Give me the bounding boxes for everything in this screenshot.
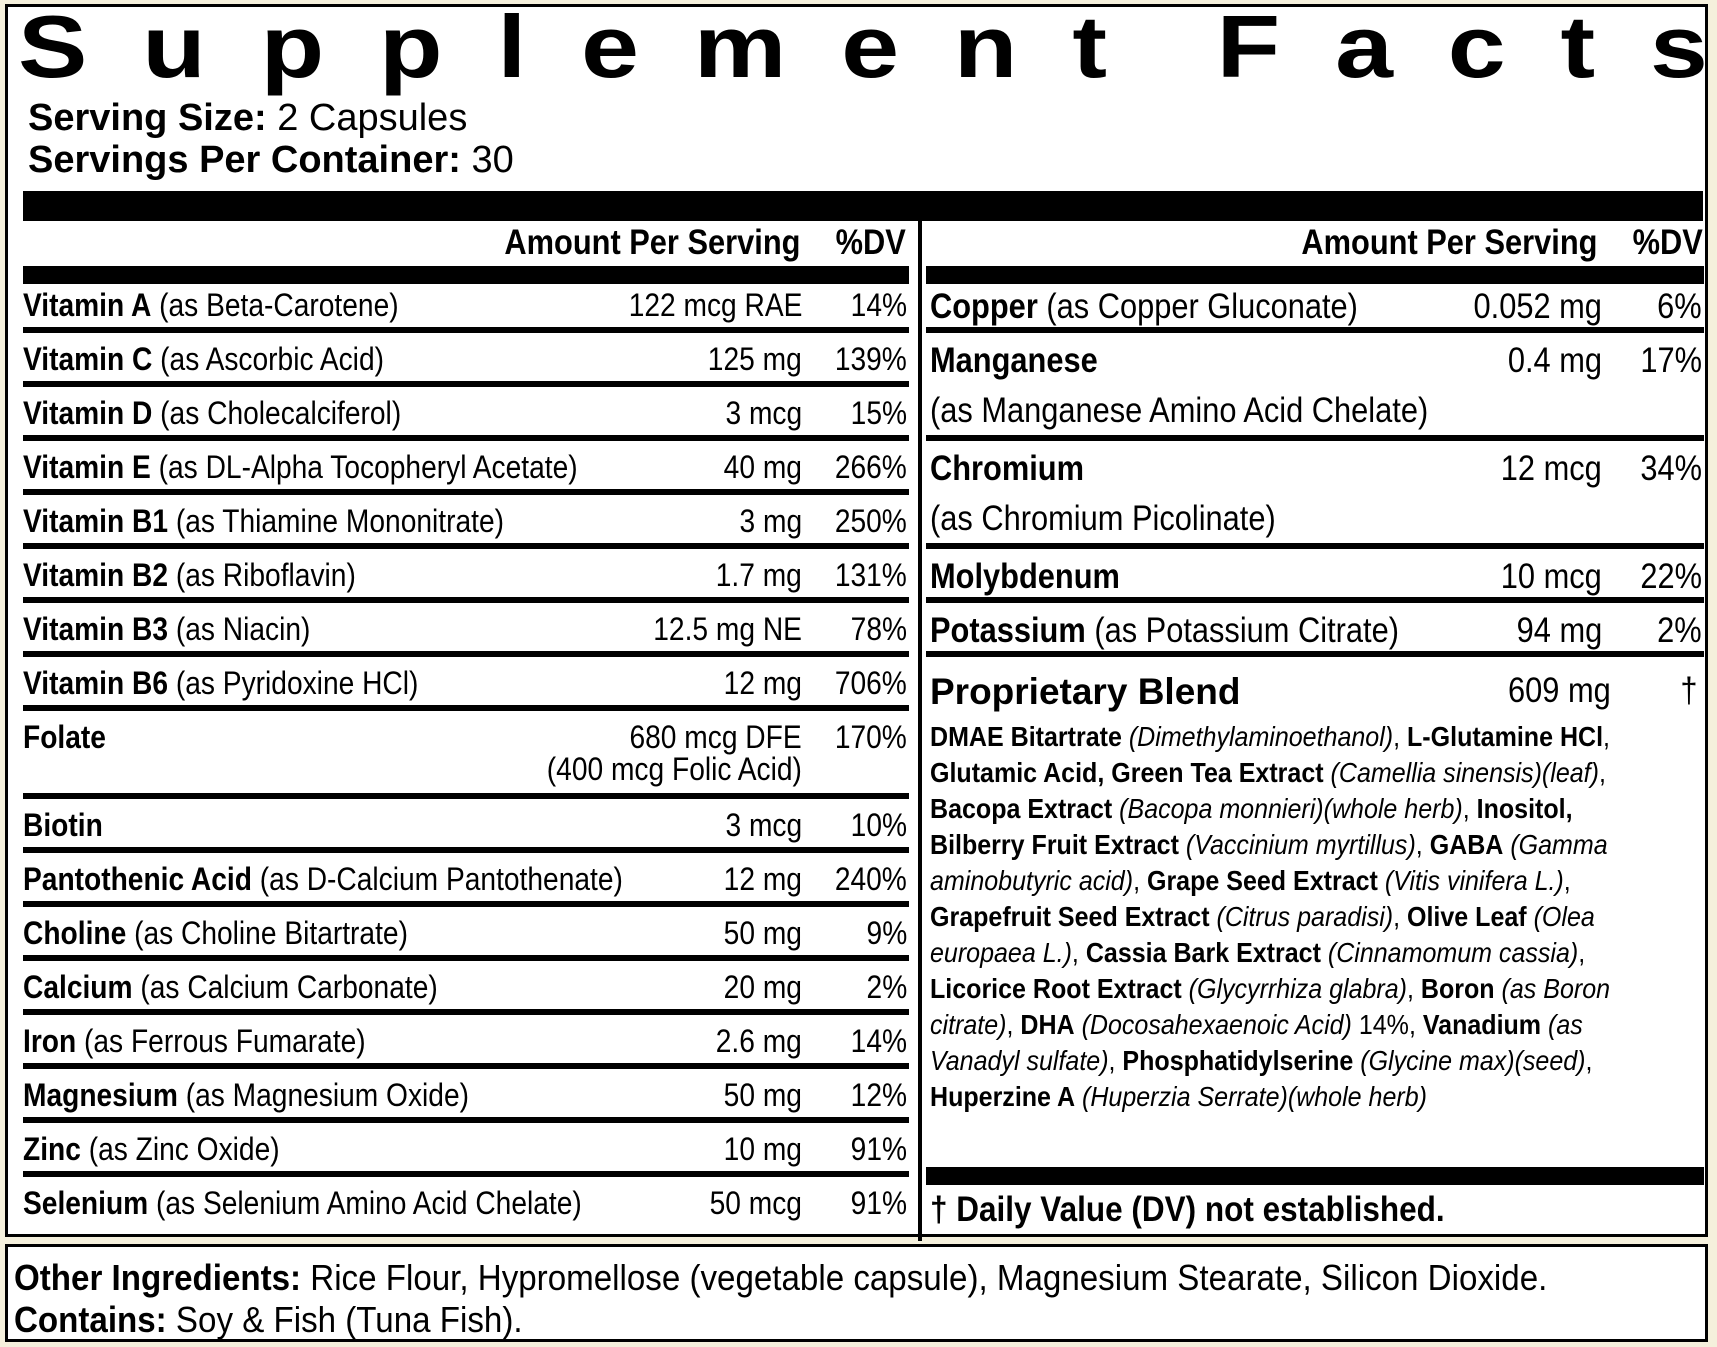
nutrient-dv: 9%: [866, 915, 907, 951]
blend-ingredient-source: (Glycine max)(seed): [1360, 1045, 1586, 1076]
blend-ingredient-name: Bacopa Extract: [930, 793, 1113, 824]
blend-title: Proprietary Blend: [930, 671, 1241, 712]
nutrient-amount: 12 mg: [723, 665, 802, 701]
nutrient-row: [23, 333, 909, 387]
blend-ingredient-name: Grape Seed Extract: [1146, 865, 1378, 896]
nutrient-row: [23, 495, 909, 549]
nutrient-label: Vitamin B2: [23, 557, 169, 593]
nutrient-row: [23, 279, 909, 333]
nutrient-amount: 40 mg: [723, 449, 802, 485]
nutrient-name: [930, 449, 1084, 489]
nutrient-form: (as Ascorbic Acid): [152, 341, 384, 377]
contains: Contains: Soy & Fish (Tuna Fish).: [14, 1299, 523, 1340]
nutrient-amount: 12 mcg: [1500, 449, 1602, 488]
other-ingredients-panel: [5, 1244, 1708, 1342]
nutrient-dv: 240%: [834, 861, 907, 897]
blend-ingredient-source: (Bacopa monnieri)(whole herb): [1119, 793, 1463, 824]
nutrient-name: [23, 557, 356, 594]
nutrient-form: (as Zinc Oxide): [80, 1131, 280, 1167]
title-letter: s: [1649, 0, 1708, 97]
title-letter: p: [260, 0, 325, 97]
nutrient-amount: 3 mcg: [725, 395, 802, 431]
left-header-amount: Amount Per Serving: [503, 223, 800, 262]
blend-separator: ,: [1406, 973, 1421, 1004]
nutrient-label: Zinc: [23, 1131, 81, 1167]
nutrient-name: [23, 341, 384, 378]
nutrient-row: [23, 441, 909, 495]
nutrient-form: (as Riboflavin): [168, 557, 356, 593]
nutrient-name: [23, 503, 504, 540]
nutrient-dv: 22%: [1640, 557, 1702, 596]
nutrient-name: [930, 287, 1358, 327]
blend-ingredient-source: (Glycyrrhiza glabra): [1188, 973, 1407, 1004]
nutrient-row: [926, 279, 1704, 333]
nutrient-row: [926, 603, 1704, 657]
nutrient-form: (as Beta-Carotene): [151, 287, 399, 323]
blend-ingredient-name: Olive Leaf: [1407, 901, 1527, 932]
blend-ingredient-source: (as Boron citrate): [930, 973, 1611, 1040]
blend-ingredient-source: (Docosahexaenoic Acid): [1081, 1009, 1352, 1040]
blend-ingredient-source: (Vitis vinifera L.): [1384, 865, 1564, 896]
blend-separator: ,: [1108, 1045, 1123, 1076]
nutrient-dv: 170%: [834, 719, 907, 755]
title-letter: u: [142, 0, 206, 97]
nutrient-amount: 0.4 mg: [1507, 341, 1602, 380]
nutrient-form: (as Cholecalciferol): [152, 395, 402, 431]
nutrient-form: (as Thiamine Mononitrate): [168, 503, 505, 539]
blend-separator: ,: [1598, 757, 1606, 788]
blend-dv: †: [1679, 671, 1697, 710]
blend-ingredient-name: Cassia Bark Extract: [1085, 937, 1321, 968]
nutrient-dv: 78%: [850, 611, 907, 647]
nutrient-form: (as Niacin): [168, 611, 311, 647]
nutrient-name: [23, 665, 418, 702]
blend-ingredient-name: Vanadium: [1422, 1009, 1542, 1040]
nutrient-amount: 10 mcg: [1500, 557, 1602, 596]
blend-ingredient-source: (Huperzia Serrate)(whole herb): [1082, 1081, 1427, 1112]
nutrient-label: Vitamin D: [23, 395, 153, 431]
nutrient-row: [926, 441, 1704, 549]
blend-ingredient-source: (Gamma aminobutyric acid): [930, 829, 1608, 896]
nutrient-amount: 12.5 mg NE: [653, 611, 802, 647]
nutrient-label: Manganese: [930, 341, 1098, 380]
blend-ingredient-source: (as Vanadyl sulfate): [930, 1009, 1583, 1076]
nutrient-label: Chromium: [930, 449, 1084, 488]
blend-separator: ,: [1071, 937, 1086, 968]
nutrient-name: [23, 611, 310, 648]
nutrient-row: [23, 799, 909, 853]
nutrient-amount: 20 mg: [723, 969, 802, 1005]
nutrient-name: [23, 1131, 280, 1168]
nutrient-form: (as Selenium Amino Acid Chelate): [148, 1185, 582, 1221]
blend-ingredient-source: (Olea europaea L.): [930, 901, 1595, 968]
blend-separator: ,: [1133, 865, 1147, 896]
title-letter: n: [953, 0, 1018, 97]
title-letter: e: [841, 0, 900, 97]
blend-separator: ,: [1393, 901, 1408, 932]
title-letter: m: [693, 0, 787, 97]
nutrient-amount: 50 mg: [723, 1077, 802, 1113]
nutrient-dv: 10%: [850, 807, 907, 843]
blend-separator: ,: [1393, 721, 1408, 752]
nutrient-row: [23, 1069, 909, 1123]
nutrient-amount: 94 mg: [1516, 611, 1602, 650]
nutrient-dv: 12%: [850, 1077, 907, 1113]
nutrient-dv: 250%: [834, 503, 907, 539]
serving-size: Serving Size: 2 Capsules: [28, 97, 468, 139]
nutrient-amount: 0.052 mg: [1473, 287, 1602, 326]
nutrient-dv: 6%: [1657, 287, 1702, 326]
title-letter: a: [1335, 0, 1393, 97]
blend-ingredient-name: Licorice Root Extract: [930, 973, 1182, 1004]
nutrient-name: [23, 449, 578, 486]
blend-ingredient-name: Boron: [1420, 973, 1495, 1004]
nutrient-row: [23, 657, 909, 711]
nutrient-dv: 14%: [850, 1023, 907, 1059]
nutrient-label: Vitamin A: [23, 287, 152, 323]
blend-ingredient-source: (Citrus paradisi): [1216, 901, 1394, 932]
blend-ingredient-name: Phosphatidylserine: [1122, 1045, 1354, 1076]
nutrient-dv: 139%: [834, 341, 907, 377]
nutrient-amount: 125 mg: [708, 341, 802, 377]
nutrient-name: [930, 341, 1098, 381]
nutrient-label: Vitamin B1: [23, 503, 169, 539]
nutrient-form: (as Potassium Citrate): [1085, 611, 1399, 650]
nutrient-label: Calcium: [23, 969, 133, 1005]
nutrient-dv: 91%: [850, 1131, 907, 1167]
nutrient-amount-detail: (400 mcg Folic Acid): [546, 751, 802, 787]
nutrient-name: [930, 611, 1399, 651]
right-header-dv: %DV: [1632, 223, 1703, 262]
title-letter: p: [379, 0, 443, 97]
blend-ingredient-name: GABA: [1429, 829, 1504, 860]
nutrient-row: [23, 961, 909, 1015]
nutrient-form: (as Ferrous Fumarate): [76, 1023, 366, 1059]
nutrient-row: [23, 603, 909, 657]
nutrient-amount: 3 mg: [739, 503, 802, 539]
nutrient-dv: 17%: [1640, 341, 1702, 380]
panel-title: [18, 0, 1708, 99]
top-thick-bar: [23, 191, 1703, 221]
blend-ingredient-name: DMAE Bitartrate: [930, 721, 1122, 752]
nutrient-row: [23, 1177, 909, 1231]
blend-ingredient-source: (Vaccinium myrtillus): [1185, 829, 1416, 860]
blend-ingredient-source: (Dimethylaminoethanol): [1128, 721, 1394, 752]
nutrient-row: [23, 711, 909, 799]
nutrient-amount: 2.6 mg: [715, 1023, 802, 1059]
nutrient-name: [23, 287, 399, 324]
nutrient-label: Choline: [23, 915, 127, 951]
nutrient-label: Vitamin B3: [23, 611, 169, 647]
nutrient-label: Biotin: [23, 807, 103, 843]
title-letter: t: [1072, 0, 1107, 97]
nutrient-amount: 12 mg: [723, 861, 802, 897]
blend-ingredient-name: DHA: [1020, 1009, 1075, 1040]
nutrient-form: (as Choline Bitartrate): [126, 915, 408, 951]
nutrient-row: [23, 853, 909, 907]
dv-note: † Daily Value (DV) not established.: [930, 1190, 1445, 1229]
nutrient-dv: 91%: [850, 1185, 907, 1221]
nutrient-label: Vitamin C: [23, 341, 153, 377]
right-header-amount: Amount Per Serving: [1300, 223, 1597, 262]
nutrient-label: Magnesium: [23, 1077, 178, 1113]
nutrient-form: (as Calcium Carbonate): [132, 969, 438, 1005]
nutrient-amount: 50 mcg: [709, 1185, 802, 1221]
nutrient-dv: 34%: [1640, 449, 1702, 488]
blend-separator: ,: [1415, 829, 1430, 860]
blend-separator: ,: [1563, 865, 1571, 896]
blend-ingredient-name: Grapefruit Seed Extract: [930, 901, 1210, 932]
nutrient-label: Vitamin B6: [23, 665, 169, 701]
blend-ingredient-source: (Cinnamomum cassia): [1327, 937, 1579, 968]
title-letter: c: [1447, 0, 1506, 97]
nutrient-name: [23, 915, 408, 952]
nutrient-name: [930, 557, 1120, 597]
nutrient-dv: 14%: [850, 287, 907, 323]
nutrient-row: [23, 549, 909, 603]
title-letter: l: [497, 0, 527, 97]
nutrient-name: [23, 807, 103, 844]
nutrient-label: Iron: [23, 1023, 77, 1059]
nutrient-label: Vitamin E: [23, 449, 151, 485]
nutrient-row: [23, 387, 909, 441]
title-letter: S: [18, 0, 88, 97]
blend-ingredients: [930, 719, 1613, 1115]
blend-separator: 14%,: [1351, 1009, 1423, 1040]
nutrient-form: (as Chromium Picolinate): [930, 499, 1276, 538]
nutrient-name: [23, 1023, 366, 1060]
nutrient-dv: 2%: [1657, 611, 1702, 650]
note-bar: [926, 1167, 1704, 1185]
title-letter: t: [1560, 0, 1596, 97]
nutrient-label: Pantothenic Acid: [23, 861, 252, 897]
nutrient-dv: 15%: [850, 395, 907, 431]
blend-ingredient-name: Inositol,: [1476, 793, 1573, 824]
blend-ingredient-name: Bilberry Fruit Extract: [930, 829, 1179, 860]
nutrient-label: Molybdenum: [930, 557, 1120, 596]
nutrient-name: [23, 861, 623, 898]
nutrient-form: (as Manganese Amino Acid Chelate): [930, 391, 1429, 430]
nutrient-row: [926, 549, 1704, 603]
column-divider: [918, 221, 922, 1241]
nutrient-dv: 266%: [834, 449, 907, 485]
nutrient-dv: 706%: [834, 665, 907, 701]
supplement-facts-panel: [5, 0, 1708, 1237]
blend-ingredient-name: Glutamic Acid, Green Tea Extract: [930, 757, 1324, 788]
nutrient-name: [23, 969, 438, 1006]
nutrient-form: (as Pyridoxine HCl): [168, 665, 419, 701]
nutrient-row: [926, 333, 1704, 441]
servings-per-container: Servings Per Container: 30: [28, 139, 514, 181]
nutrient-label: Copper: [930, 287, 1038, 326]
nutrient-amount: 10 mg: [723, 1131, 802, 1167]
nutrient-form: (as Magnesium Oxide): [177, 1077, 469, 1113]
nutrient-label: Potassium: [930, 611, 1086, 650]
blend-ingredient-name: Huperzine A: [930, 1081, 1076, 1112]
nutrient-label: Selenium: [23, 1185, 149, 1221]
nutrient-name: [23, 719, 106, 756]
nutrient-form: (as Copper Gluconate): [1037, 287, 1358, 326]
nutrient-name: [23, 1185, 582, 1222]
nutrient-dv: 2%: [866, 969, 907, 1005]
blend-separator: ,: [1578, 937, 1586, 968]
blend-separator: ,: [1006, 1009, 1021, 1040]
blend-separator: ,: [1603, 721, 1611, 752]
nutrient-row: [23, 1015, 909, 1069]
blend-separator: ,: [1462, 793, 1477, 824]
nutrient-name: [23, 1077, 469, 1114]
blend-amount: 609 mg: [1508, 671, 1611, 710]
left-header-dv: %DV: [835, 223, 906, 262]
nutrient-amount: 680 mcg DFE: [629, 719, 802, 755]
nutrient-amount: 3 mcg: [725, 807, 802, 843]
nutrient-form: (as DL-Alpha Tocopheryl Acetate): [150, 449, 578, 485]
nutrient-amount: 50 mg: [723, 915, 802, 951]
title-letter: e: [581, 0, 640, 97]
nutrient-row: [23, 907, 909, 961]
other-ingredients: Other Ingredients: Rice Flour, Hypromellose (vegetable capsule), Magnesium Stearate, Silicon Dioxide.: [14, 1257, 1548, 1298]
title-letter: F: [1216, 0, 1281, 97]
nutrient-label: Folate: [23, 719, 106, 755]
blend-ingredient-source: (Camellia sinensis)(leaf): [1330, 757, 1599, 788]
nutrient-form: (as D-Calcium Pantothenate): [251, 861, 623, 897]
nutrient-row: [23, 1123, 909, 1177]
nutrient-dv: 131%: [834, 557, 907, 593]
blend-separator: ,: [1585, 1045, 1593, 1076]
nutrient-name: [23, 395, 401, 432]
nutrient-amount: 122 mcg RAE: [628, 287, 802, 323]
nutrient-amount: 1.7 mg: [715, 557, 802, 593]
blend-ingredient-name: L-Glutamine HCl: [1407, 721, 1604, 752]
